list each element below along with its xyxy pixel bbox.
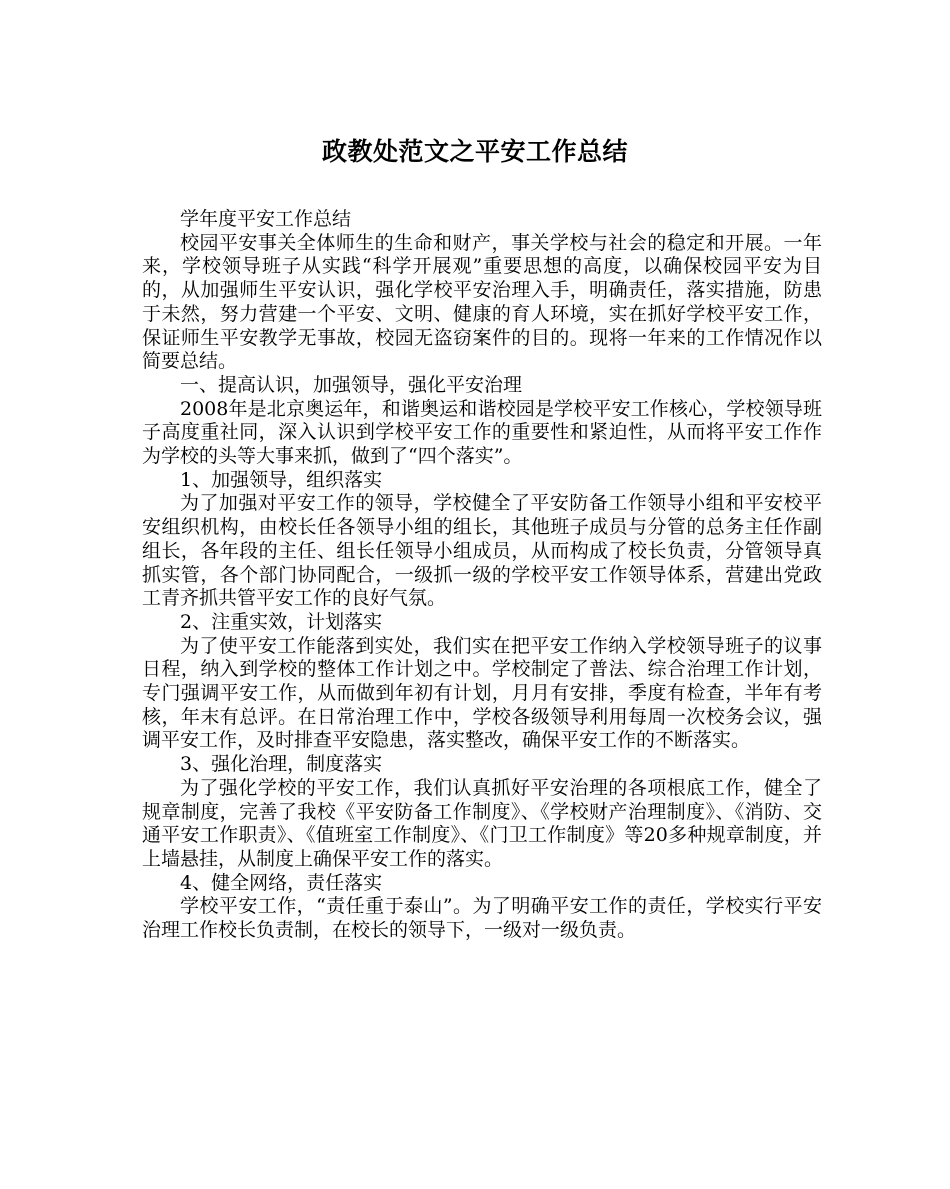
subheading-1-3: 3、强化治理，制度落实: [180, 753, 383, 776]
subheading-1-4: 4、健全网络，责任落实: [180, 871, 383, 894]
paragraph-1-1: 为了加强对平安工作的领导，学校健全了平安防备工作领导小组和平安校平安组织机构，由校长任各领导小组的组长，其他班子成员与分管的总务主任作副组长，各年段的主任、组长任领导小组成员，从而构成了校长负责，分管领导真抓实管，各个部门协同配合，一级抓一级的学校平安工作领导体系，营建出党政工青齐抓共管平安工作的良好气氛。: [142, 492, 822, 610]
section-heading-1: 一、提高认识，加强领导，强化平安治理: [180, 373, 523, 396]
document-body: [142, 208, 822, 943]
document-title: 政教处范文之平安工作总结: [321, 137, 628, 166]
paragraph-subtitle: 学年度平安工作总结: [180, 208, 352, 230]
subheading-1-1: 1、加强领导，组织落实: [180, 468, 383, 491]
paragraph-1-4: 学校平安工作，“责任重于泰山”。为了明确平安工作的责任，学校实行平安治理工作校长负责制，在校长的领导下，一级对一级负责。: [142, 895, 822, 942]
paragraph-1-3: 为了强化学校的平安工作，我们认真抓好平安治理的各项根底工作，健全了规章制度，完善了我校《平安防备工作制度》、《学校财产治理制度》、《消防、交通平安工作职责》、《值班室工作制度》、《门卫工作制度》等20多种规章制度，并上墙悬挂，从制度上确保平安工作的落实。: [142, 776, 822, 870]
subheading-1-2: 2、注重实效，计划落实: [180, 610, 383, 633]
paragraph-section-1: 2008年是北京奥运年，和谐奥运和谐校园是学校平安工作核心，学校领导班子高度重社同，深入认识到学校平安工作的重要性和紧迫性，从而将平安工作作为学校的头等大事来抓，做到了“四个落实”。: [142, 397, 822, 468]
paragraph-1-2: 为了使平安工作能落到实处，我们实在把平安工作纳入学校领导班子的议事日程，纳入到学校的整体工作计划之中。学校制定了普法、综合治理工作计划，专门强调平安工作，从而做到年初有计划，月月有安排，季度有检查，半年有考核，年末有总评。在日常治理工作中，学校各级领导利用每周一次校务会议，强调平安工作，及时排查平安隐患，落实整改，确保平安工作的不断落实。: [142, 634, 822, 752]
paragraph-intro: 校园平安事关全体师生的生命和财产，事关学校与社会的稳定和开展。一年来，学校领导班子从实践“科学开展观”重要思想的高度，以确保校园平安为目的，从加强师生平安认识，强化学校平安治理入手，明确责任，落实措施，防患于未然，努力营建一个平安、文明、健康的育人环境，实在抓好学校平安工作，保证师生平安教学无事故，校园无盗窃案件的目的。现将一年来的工作情况作以简要总结。: [142, 231, 822, 373]
